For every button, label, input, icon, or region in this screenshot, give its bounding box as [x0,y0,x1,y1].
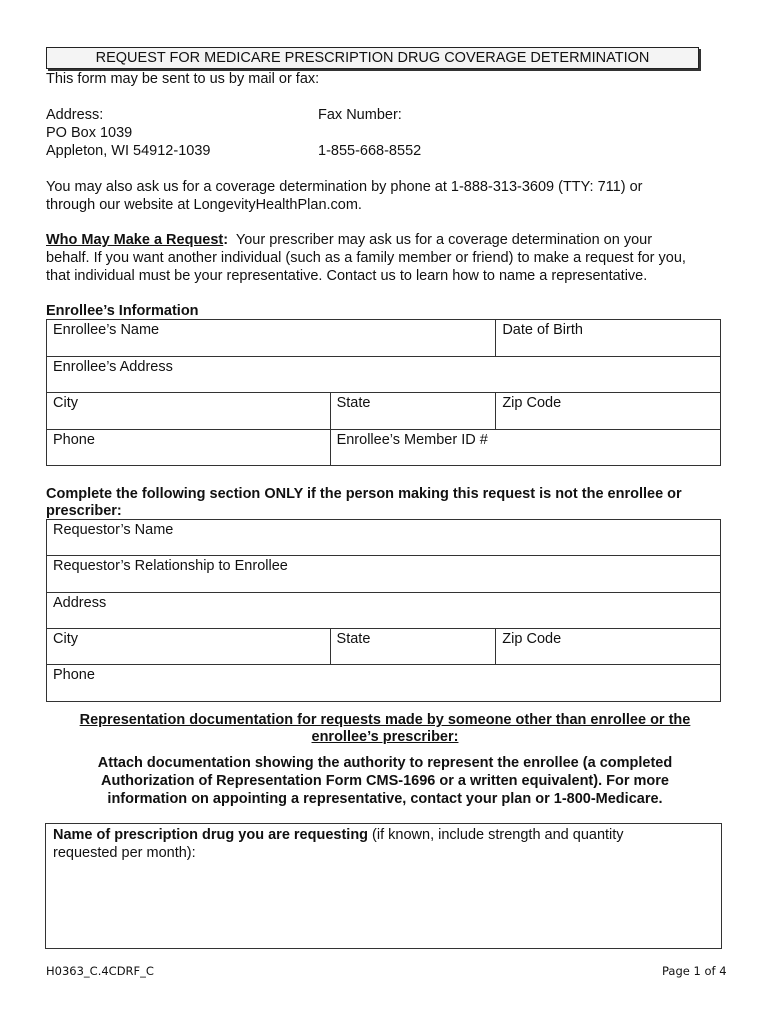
representation-body-line2: Authorization of Representation Form CMS-1696 or a written equivalent). For more [101,773,669,789]
form-title: REQUEST FOR MEDICARE PRESCRIPTION DRUG COVERAGE DETERMINATION [46,47,699,69]
prescription-drug-label-rest: (if known, include strength and quantity [368,827,624,843]
enrollee-zip-field[interactable]: Zip Code [496,393,721,430]
requestor-table [46,519,721,702]
who-may-line3: that individual must be your representative. Contact us to learn how to name a representative. [46,268,648,284]
enrollee-dob-field[interactable]: Date of Birth [496,320,721,357]
who-may-heading: Who May Make a Request [46,232,224,248]
fax-label: Fax Number: [318,107,402,123]
enrollee-heading: Enrollee’s Information [46,303,199,319]
requestor-city-field[interactable]: City [47,629,331,665]
form-code: H0363_C.4CDRF_C [46,964,154,978]
prescription-drug-field[interactable] [45,823,722,949]
enrollee-city-field[interactable]: City [47,393,331,430]
requestor-address-field[interactable]: Address [47,593,721,629]
requestor-heading-line1: Complete the following section ONLY if the person making this request is not the enrollee or [46,486,682,502]
who-may-line2: behalf. If you want another individual (such as a family member or friend) to make a request for you, [46,250,686,266]
representation-body-line1: Attach documentation showing the authority to represent the enrollee (a completed [97,755,673,771]
representation-body-line3: information on appointing a representative, contact your plan or 1-800-Medicare. [107,791,663,807]
requestor-heading-line2: prescriber: [46,503,122,519]
prescription-drug-label-bold: Name of prescription drug you are requesting [53,827,369,843]
requestor-name-field[interactable]: Requestor’s Name [47,520,721,556]
who-may-text1: Your prescriber may ask us for a coverage determination on your [228,232,653,248]
requestor-state-field[interactable]: State [330,629,496,665]
phone-paragraph-line2: through our website at LongevityHealthPlan.com. [46,197,362,213]
address-line1: PO Box 1039 [46,125,133,141]
enrollee-phone-field[interactable]: Phone [47,430,331,466]
who-may-line1 [46,231,652,249]
enrollee-table [46,319,721,466]
intro-text: This form may be sent to us by mail or fax: [46,71,320,87]
requestor-zip-field[interactable]: Zip Code [496,629,721,665]
enrollee-address-field[interactable]: Enrollee’s Address [47,357,721,393]
fax-number: 1-855-668-8552 [318,143,422,159]
requestor-phone-field[interactable]: Phone [47,665,721,702]
representation-heading-line1: Representation documentation for requests made by someone other than enrollee or the [79,712,691,728]
page-number: Page 1 of 4 [662,964,727,978]
address-label: Address: [46,107,104,123]
prescription-drug-label-line2: requested per month): [53,845,196,861]
requestor-relationship-field[interactable]: Requestor’s Relationship to Enrollee [47,556,721,593]
who-may-colon: : [223,232,229,248]
representation-heading-line2: enrollee’s prescriber: [311,729,459,745]
enrollee-state-field[interactable]: State [330,393,496,430]
prescription-drug-label [46,824,721,864]
phone-paragraph-line1: You may also ask us for a coverage determination by phone at 1-888-313-3609 (TTY: 711) or [46,179,643,195]
address-line2: Appleton, WI 54912-1039 [46,143,211,159]
enrollee-member-id-field[interactable]: Enrollee’s Member ID # [330,430,720,466]
enrollee-name-field[interactable]: Enrollee’s Name [47,320,496,357]
